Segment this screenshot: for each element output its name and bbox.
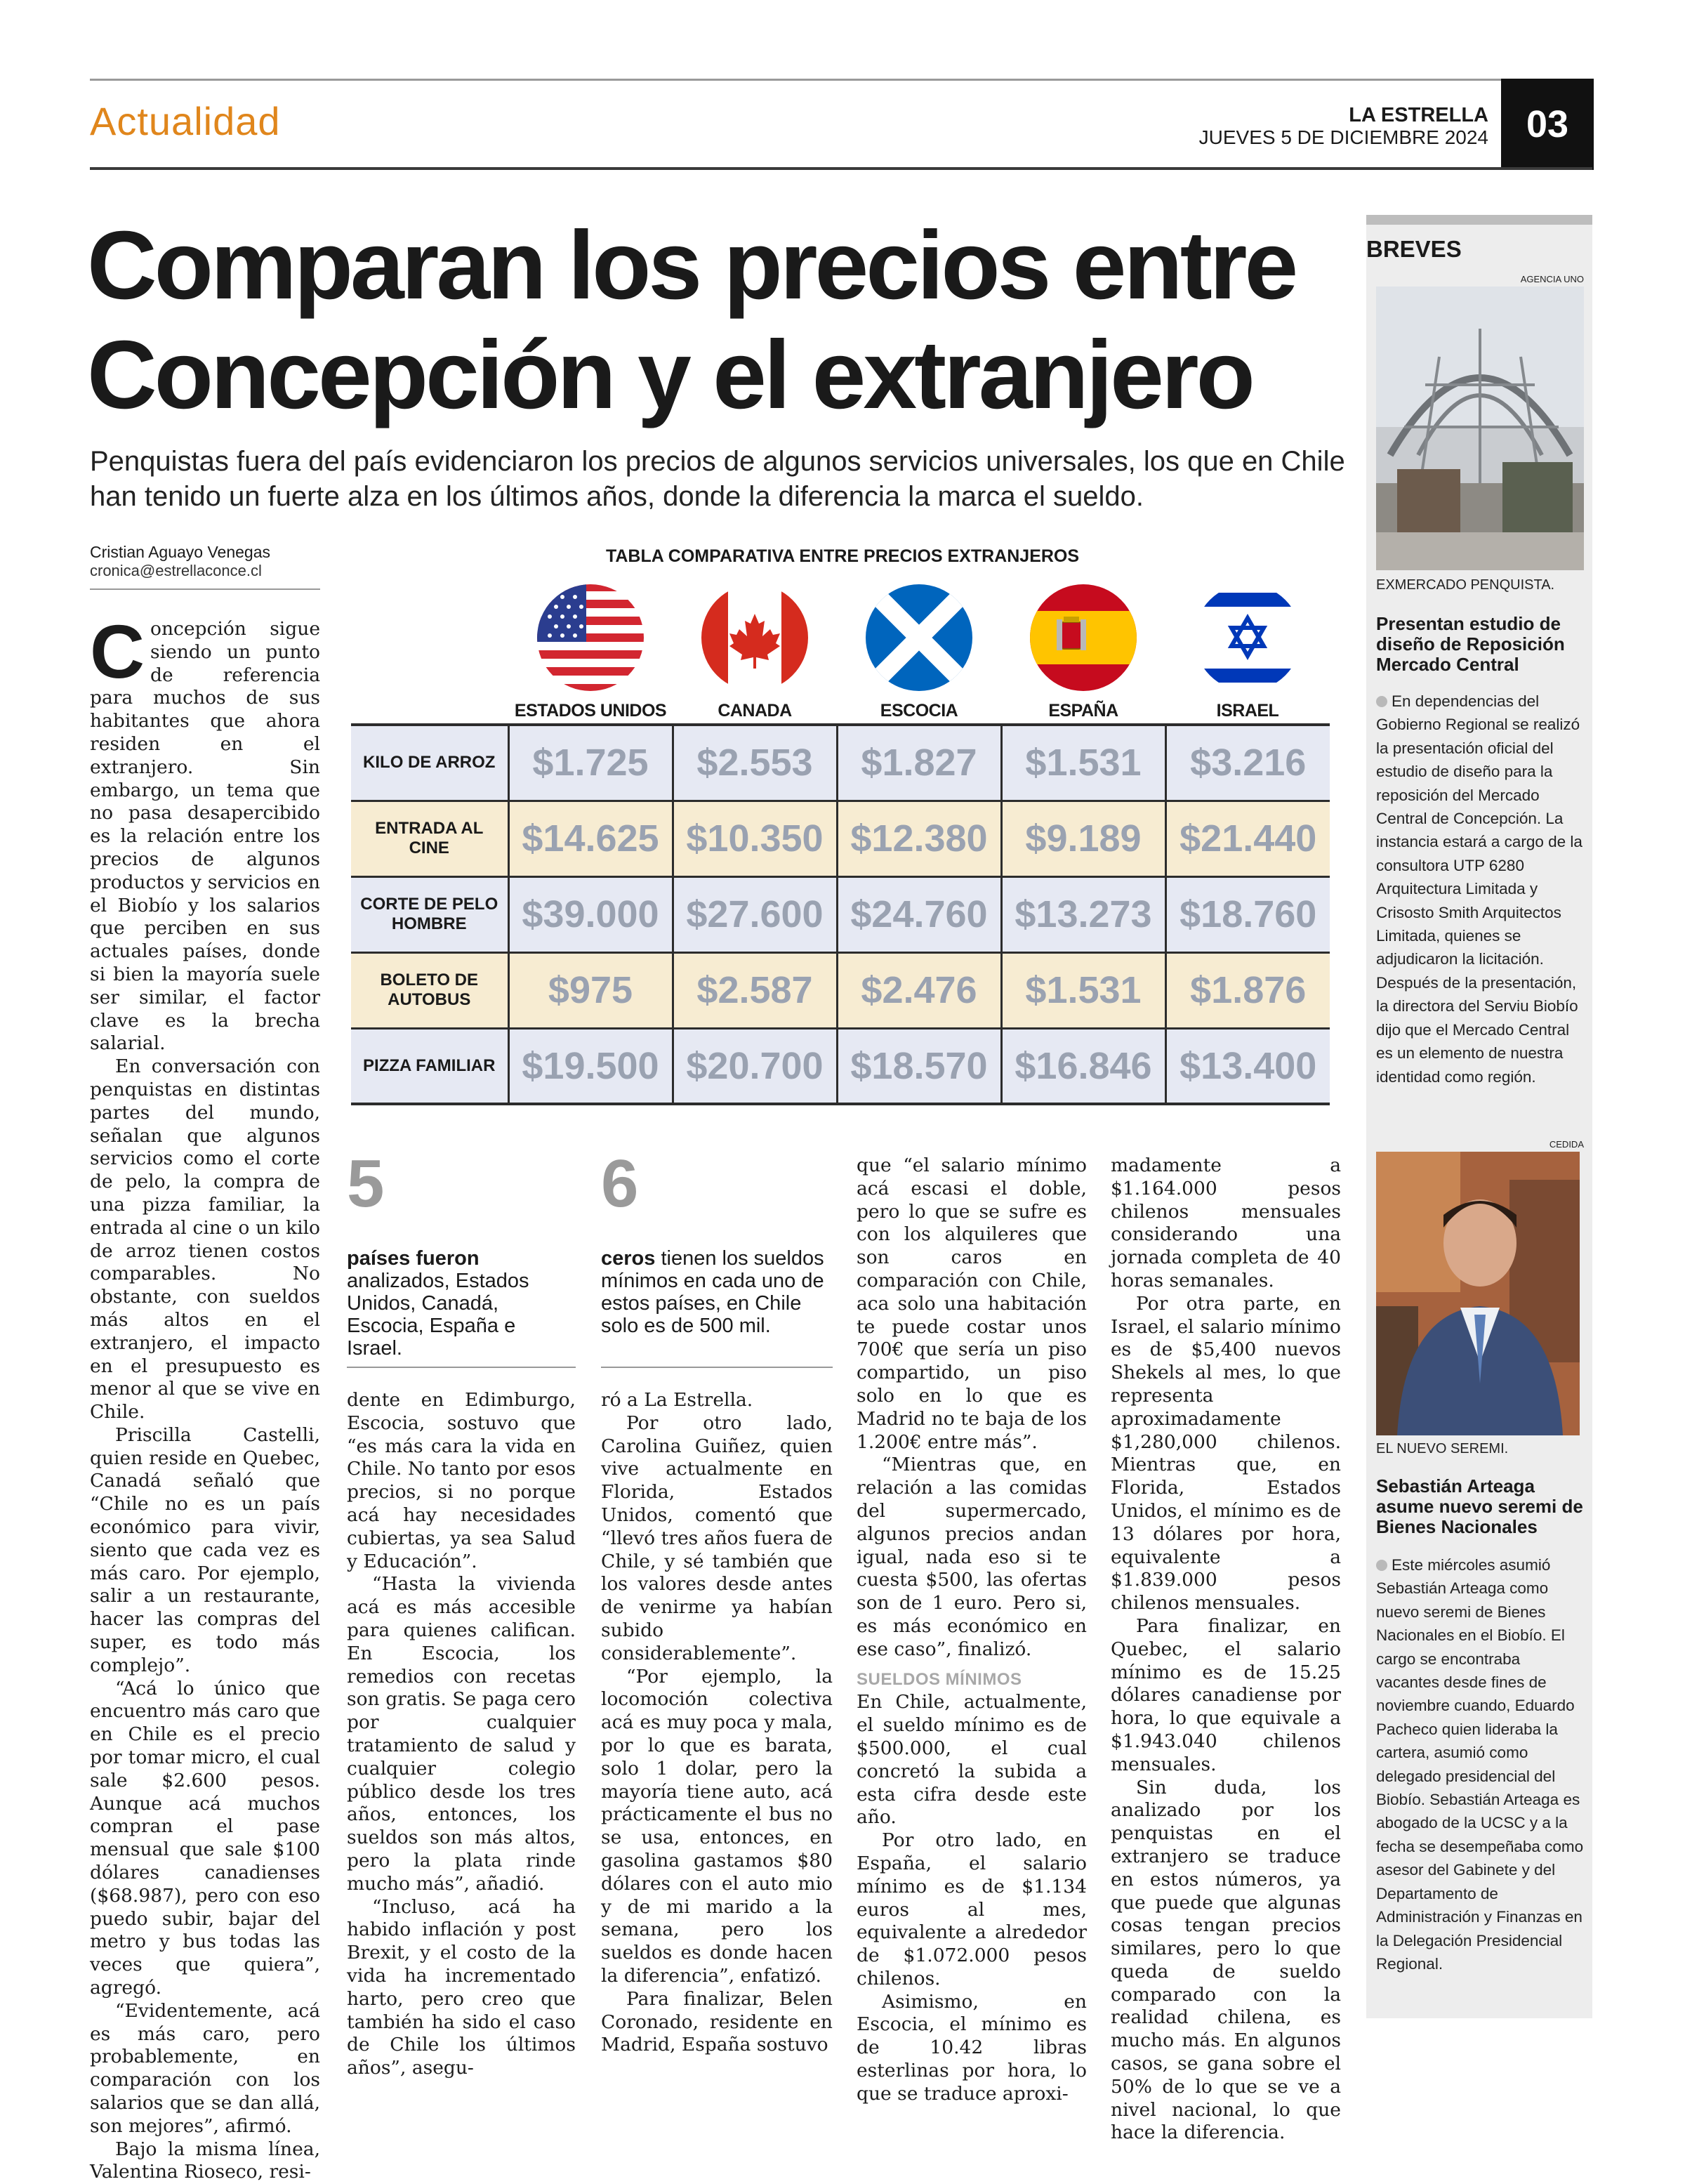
country-canada bbox=[673, 583, 837, 721]
country-label: ISRAEL bbox=[1216, 701, 1279, 721]
drop-cap: C bbox=[90, 609, 145, 694]
paragraph: En conversación con penquistas en distintas partes del mundo, señalan que algunos servicios como el corte de pelo, la compra de una pizza familiar, la entrada al cine o un kilo de arroz tienen costos comparables. No obstante, con sueldos más altos en el extranjero, el impacto en el presupuesto es menor al que se vive en Chile. bbox=[90, 1055, 320, 1423]
row-label: ENTRADA AL CINE bbox=[351, 801, 508, 876]
brief-body: En dependencias del Gobierno Regional se realizó la presentación oficial del estudio de diseño para la reposición del Mercado Central de Concepción. La instancia estará a cargo de la consultora UTP 6280 Arquitectura Limitada y Crisosto Smith Arquitectos Limitada, quienes se adjudicaron la licitación. Después de la presentación, la directora del Serviu Biobío dijo que el Mercado Central es un elemento de nuestra identidad como región. bbox=[1376, 692, 1582, 1086]
paragraph: Por otro lado, Carolina Guiñez, quien vive actualmente en Florida, Estados Unidos, comentó que “llevó tres años fuera de Chile, y sé también que los valores desde antes de venirme ya habían subido considerablemente”. bbox=[601, 1412, 833, 1664]
row-label: KILO DE ARROZ bbox=[351, 725, 508, 801]
body-column-4 bbox=[857, 1155, 1087, 2106]
paragraph: oncepción sigue siendo un punto de referencia para muchos de sus habitantes que ahora residen en el extranjero. Sin embargo, un tema que no pasa desapercibido es la relación entre los precios de algunos productos y servicios en el Biobío y los salarios que perciben en sus actuales países, donde si bien la mayoría suele ser similar, el factor clave es la brecha salarial. bbox=[90, 618, 320, 1055]
scotland-flag-icon bbox=[864, 583, 974, 692]
price-cell: $2.476 bbox=[837, 952, 1001, 1028]
photo-caption: EL NUEVO SEREMI. bbox=[1376, 1441, 1509, 1456]
paragraph: Por otra parte, en Israel, el salario mínimo es de $5,400 nuevos Shekels al mes, lo que representa aproximadamente $1,280,000 chilenos. Mientras que, en Florida, Estados Unidos, el mínimo es de 13 dólares por hora, equivalente a $1.839.000 pesos chilenos mensuales. bbox=[1111, 1292, 1341, 1614]
country-label: ESCOCIA bbox=[880, 701, 958, 721]
headline-line-1: Comparan los precios entre bbox=[87, 211, 1296, 320]
usa-flag-icon bbox=[536, 583, 645, 692]
paragraph: Sin duda, los analizado por los penquistas en el extranjero se traduce en estos números, ya que puede que algunas cosas tengan precios similares, pero lo que queda de sueldo comparado con la realidad chilena, es mucho más. En algunos casos, se gana sobre el 50% de lo que se ve a nivel nacional, lo que hace la diferencia. bbox=[1111, 1776, 1341, 2144]
price-cell: $14.625 bbox=[508, 801, 673, 876]
price-cell: $1.725 bbox=[508, 725, 673, 801]
brief-text bbox=[1376, 690, 1584, 1088]
bullet-icon bbox=[1376, 696, 1387, 707]
paragraph: madamente a $1.164.000 pesos chilenos mensuales considerando una jornada completa de 40 horas semanales. bbox=[1111, 1155, 1341, 1291]
subheading: SUELDOS MÍNIMOS bbox=[857, 1669, 1022, 1689]
seremi-photo bbox=[1376, 1152, 1580, 1435]
fact-text: analizados, Estados Unidos, Canadá, Escocia, España e Israel. bbox=[347, 1270, 529, 1360]
row-label: BOLETO DE AUTOBUS bbox=[351, 952, 508, 1028]
row-label: CORTE DE PELO HOMBRE bbox=[351, 876, 508, 952]
price-cell: $24.760 bbox=[837, 876, 1001, 952]
headline-line-2: Concepción y el extranjero bbox=[87, 321, 1253, 429]
fact-rule bbox=[347, 1367, 576, 1368]
paragraph: “Acá lo único que encuentro más caro que en Chile es el precio por tomar micro, el cual sale $2.600 pesos. Aunque acá muchos compran el pase mensual que sale $100 dólares canadienses ($68.987), pero con eso puedo subir, bajar del metro y bus todas las veces que quiera”, agregó. bbox=[90, 1677, 320, 1999]
paragraph: Priscilla Castelli, quien reside en Quebec, Canadá señaló que “Chile no es un país económico para vivir, siento que cada vez es más caro. Por ejemplo, salir a un restaurante, hacer las compras del super, es todo más complejo”. bbox=[90, 1423, 320, 1676]
country-scotland bbox=[837, 583, 1001, 721]
price-cell: $18.570 bbox=[837, 1028, 1001, 1104]
fact-number: 5 bbox=[347, 1146, 385, 1221]
fact-bold: países fueron bbox=[347, 1247, 480, 1270]
price-cell: $12.380 bbox=[837, 801, 1001, 876]
paragraph: Bajo la misma línea, Valentina Rioseco, resi- bbox=[90, 2138, 320, 2183]
paragraph: Para finalizar, Belen Coronado, residente en Madrid, España sostuvo bbox=[601, 1987, 833, 2056]
photo-credit: AGENCIA UNO bbox=[1520, 274, 1584, 284]
price-cell: $19.500 bbox=[508, 1028, 673, 1104]
price-cell: $3.216 bbox=[1165, 725, 1330, 801]
paragraph: dente en Edimburgo, Escocia, sostuvo que “es más cara la vida en Chile. No tanto por esos precios, si no porque acá hay necesidades cubiertas, ya sea Salud y Educación”. bbox=[347, 1389, 576, 1572]
price-cell: $975 bbox=[508, 952, 673, 1028]
paragraph: ró a La Estrella. bbox=[601, 1389, 753, 1411]
issue-date: JUEVES 5 DE DICIEMBRE 2024 bbox=[1198, 126, 1488, 148]
price-cell: $13.273 bbox=[1001, 876, 1165, 952]
spain-flag-icon bbox=[1029, 583, 1138, 692]
paragraph: “Incluso, acá ha habido inflación y post Brexit, y el costo de la vida ha incrementado harto, pero creo que también ha sido el caso de Chile los últimos años”, asegu- bbox=[347, 1895, 576, 2079]
table-row bbox=[351, 801, 1330, 876]
body-column-1 bbox=[90, 609, 320, 2184]
paragraph: Por otro lado, en España, el salario mínimo es de $1.134 euros al mes, equivalente a alrededor de $1.072.000 pesos chilenos. bbox=[857, 1829, 1087, 1989]
paragraph: que “el salario mínimo acá escasi el doble, pero lo que se sufre es con los alquileres que son caros en comparación con Chile, aca solo una habitación te puede costar unos 700€ que sería un piso compartido, un piso solo en lo que es Madrid no te baja de los 1.200€ entre más”. bbox=[857, 1155, 1087, 1453]
price-cell: $20.700 bbox=[673, 1028, 837, 1104]
price-cell: $2.553 bbox=[673, 725, 837, 801]
canada-flag-icon bbox=[700, 583, 810, 692]
flag-row bbox=[508, 583, 1330, 721]
fact-bold: ceros bbox=[601, 1247, 656, 1270]
israel-flag-icon bbox=[1193, 583, 1302, 692]
brief-headline: Presentan estudio de diseño de Reposición Mercado Central bbox=[1376, 613, 1565, 675]
body-column-3 bbox=[601, 1389, 833, 2057]
fact-box-1 bbox=[347, 1247, 576, 1360]
brief-headline: Sebastián Arteaga asume nuevo seremi de Bienes Nacionales bbox=[1376, 1475, 1583, 1537]
byline bbox=[90, 542, 322, 580]
table-row bbox=[351, 725, 1330, 801]
fact-text: tienen los sueldos mínimos en cada uno de estos países, en Chile solo es de 500 mil. bbox=[601, 1247, 824, 1337]
byline-rule bbox=[90, 588, 320, 590]
fact-rule bbox=[601, 1367, 833, 1368]
photo-credit: CEDIDA bbox=[1549, 1139, 1584, 1150]
page-number: 03 bbox=[1501, 79, 1594, 170]
paragraph: “Por ejemplo, la locomoción colectiva acá es muy poca y mala, por lo que es barata, solo 1 dolar, pero la mayoría tiene auto, acá prácticamente el bus no se usa, entonces, en gasolina gastamos $80 dólares con el auto mio y de mi marido a la semana, pero los sueldos es donde hacen la diferencia”, enfatizó. bbox=[601, 1665, 833, 1987]
newspaper-name: LA ESTRELLA bbox=[1349, 104, 1488, 126]
headline bbox=[87, 211, 1351, 430]
country-usa bbox=[508, 583, 673, 721]
country-israel bbox=[1165, 583, 1330, 721]
country-spain bbox=[1001, 583, 1165, 721]
country-label: ESPAÑA bbox=[1048, 701, 1118, 721]
price-cell: $21.440 bbox=[1165, 801, 1330, 876]
price-cell: $1.531 bbox=[1001, 952, 1165, 1028]
paragraph: “Mientras que, en relación a las comidas del supermercado, algunos precios andan igual, nada eso si te cuesta $500, las ofertas son de 1 euro. Pero si, es más económico en ese caso”, finalizó. bbox=[857, 1454, 1087, 1660]
author-name: Cristian Aguayo Venegas bbox=[90, 543, 271, 561]
author-email: cronica@estrellaconce.cl bbox=[90, 562, 262, 579]
body-column-2 bbox=[347, 1389, 576, 2080]
price-table bbox=[351, 723, 1330, 1105]
brief-text bbox=[1376, 1553, 1584, 1975]
row-label: PIZZA FAMILIAR bbox=[351, 1028, 508, 1104]
body-column-5 bbox=[1111, 1155, 1341, 2145]
sidebar-top-bar bbox=[1366, 215, 1592, 225]
price-cell: $9.189 bbox=[1001, 801, 1165, 876]
price-cell: $18.760 bbox=[1165, 876, 1330, 952]
top-rule bbox=[90, 79, 1592, 81]
price-cell: $10.350 bbox=[673, 801, 837, 876]
deck: Penquistas fuera del país evidenciaron los precios de algunos servicios universales, los que en Chile han tenido un fuerte alza en los últimos años, donde la diferencia la marca el sueldo. bbox=[90, 446, 1345, 512]
price-cell: $1.531 bbox=[1001, 725, 1165, 801]
price-cell: $16.846 bbox=[1001, 1028, 1165, 1104]
paragraph: En Chile, actualmente, el sueldo mínimo es de $500.000, el cual concretó la subida a esta cifra desde este año. bbox=[857, 1691, 1087, 1829]
price-cell: $2.587 bbox=[673, 952, 837, 1028]
price-cell: $1.876 bbox=[1165, 952, 1330, 1028]
price-cell: $39.000 bbox=[508, 876, 673, 952]
sidebar-title: BREVES bbox=[1366, 236, 1462, 262]
table-row bbox=[351, 876, 1330, 952]
table-row bbox=[351, 1028, 1330, 1104]
photo-caption: EXMERCADO PENQUISTA. bbox=[1376, 577, 1555, 593]
section-label: Actualidad bbox=[90, 99, 281, 143]
paragraph: Asimismo, en Escocia, el mínimo es de 10.42 libras esterlinas por hora, lo que se traduce aproxi- bbox=[857, 1990, 1087, 2105]
market-photo bbox=[1376, 287, 1584, 570]
price-cell: $13.400 bbox=[1165, 1028, 1330, 1104]
header-rule bbox=[90, 167, 1592, 170]
price-cell: $1.827 bbox=[837, 725, 1001, 801]
paragraph: “Hasta la vivienda acá es más accesible para quienes califican. En Escocia, los remedios con recetas son gratis. Se paga cero por cualquier tratamiento de salud y cualquier colegio público desde los tres años, entonces, los sueldos son más altos, pero la plata rinde mucho más”, añadió. bbox=[347, 1573, 576, 1895]
price-cell: $27.600 bbox=[673, 876, 837, 952]
masthead bbox=[1123, 104, 1488, 149]
table-title: TABLA COMPARATIVA ENTRE PRECIOS EXTRANJEROS bbox=[605, 546, 1080, 566]
paragraph: Para finalizar, en Quebec, el salario mínimo es de 15.25 dólares canadiense por hora, lo que equivale a $1.943.040 chilenos mensuales. bbox=[1111, 1614, 1341, 1775]
paragraph: “Evidentemente, acá es más caro, pero probablemente, en comparación con los salarios que se dan allá, son mejores”, afirmó. bbox=[90, 1999, 320, 2137]
country-label: CANADA bbox=[718, 701, 792, 721]
bullet-icon bbox=[1376, 1560, 1387, 1571]
fact-number: 6 bbox=[601, 1146, 639, 1221]
country-label: ESTADOS UNIDOS bbox=[514, 701, 667, 721]
fact-box-2 bbox=[601, 1247, 833, 1337]
table-row bbox=[351, 952, 1330, 1028]
brief-body: Este miércoles asumió Sebastián Arteaga como nuevo seremi de Bienes Nacionales en el Biobío. El cargo se encontraba vacantes desde fines de noviembre cuando, Eduardo Pacheco quien lideraba la cartera, asumió como delegado presidencial del Biobío. Sebastián Arteaga es abogado de la UCSC y a la fecha se desempeñaba como asesor del Gabinete y del Departamento de Administración y Finanzas en la Delegación Presidencial Regional. bbox=[1376, 1556, 1584, 1973]
